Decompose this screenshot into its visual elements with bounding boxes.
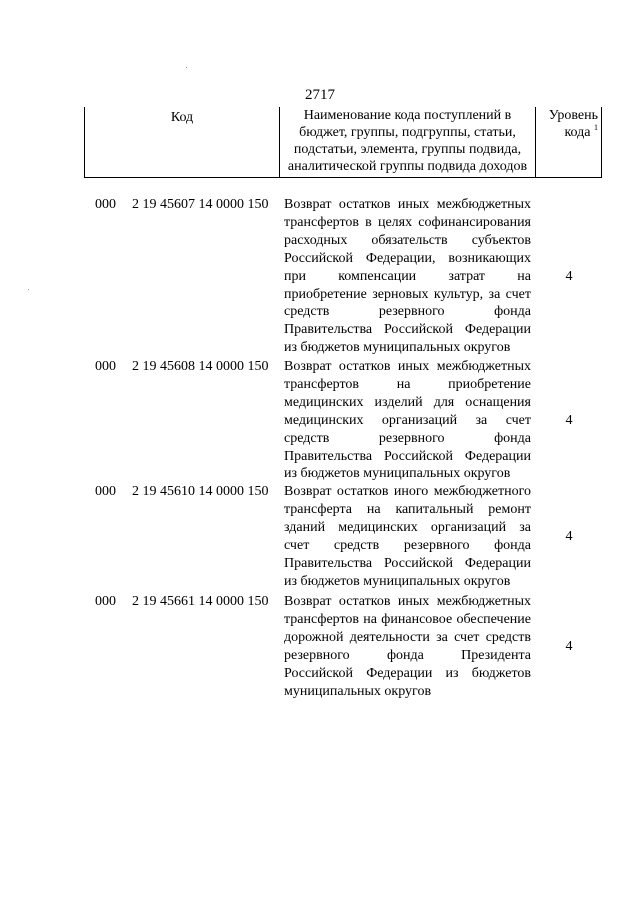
code-level: 4 [565,639,573,654]
budget-code: 2 19 45607 14 0000 150 [132,197,269,212]
description [284,358,531,483]
description-line: при компенсации затрат на [284,268,531,284]
description-line: медицинских организаций за счет [284,412,531,428]
header-name-line: бюджет, группы, подгруппы, статьи, [299,125,516,140]
description-line: зданий медицинских организаций за [284,519,531,535]
header-level-kod: кода [564,125,591,140]
description-line: Возврат остатков иного межбюджетного [284,484,531,499]
header-level-line: Уровень [548,108,598,123]
code-level: 4 [565,529,573,544]
description-line: средств резервного фонда [284,304,531,320]
description-line: трансфертов на приобретение [284,376,531,392]
description-line: Правительства Российской Федерации [284,322,531,338]
description-line: трансфертов на финансовое обеспечение [284,611,531,627]
footnote-marker: 1 [594,123,598,132]
description-line: Правительства Российской Федерации [284,448,531,464]
description-line: расходных обязательств субъектов [284,232,531,248]
code-prefix: 000 [95,197,116,212]
code-level: 4 [565,413,573,428]
description-line: из бюджетов муниципальных округов [284,573,511,589]
description-line: средств резервного фонда [284,430,531,446]
description-line: счет средств резервного фонда [284,537,531,553]
budget-code: 2 19 45661 14 0000 150 [132,594,269,609]
header-name-line: подстатьи, элемента, группы подвида, [293,142,522,157]
description [284,593,531,700]
budget-code: 2 19 45610 14 0000 150 [132,484,269,499]
description-line: Возврат остатков иных межбюджетных [284,197,531,212]
code-prefix: 000 [95,594,116,609]
scan-dot [186,67,187,68]
description-line: из бюджетов муниципальных округов [284,340,511,356]
description-line: Правительства Российской Федерации [284,555,531,571]
page-number: 2717 [305,87,335,103]
header-level [536,107,602,178]
header-name-line: Наименование кода поступлений в [303,108,512,123]
description-line: муниципальных округов [284,683,432,699]
description-line: резервного фонда Президента [284,647,531,663]
description-line: трансфертов в целях софинансирования [284,214,531,230]
description-line: дорожной деятельности за счет средств [284,629,531,645]
description-line: Возврат остатков иных межбюджетных [284,594,531,609]
header-name-line: аналитической группы подвида доходов [287,159,528,174]
description-line: из бюджетов муниципальных округов [284,466,511,482]
description [284,196,531,357]
header-level-line2 [536,124,598,141]
code-prefix: 000 [95,484,116,499]
description [284,483,531,590]
code-prefix: 000 [95,359,116,374]
description-line: Возврат остатков иных межбюджетных [284,359,531,374]
header-code: Код [85,107,280,178]
table-header [84,107,602,178]
description-line: медицинских изделий для оснащения [284,394,531,410]
description-line: Российской Федерации, возникающих [284,250,531,266]
description-line: Российской Федерации из бюджетов [284,665,531,681]
scan-dot [28,289,29,290]
description-line: трансферта на капитальный ремонт [284,501,531,517]
header-name [280,107,536,178]
budget-code: 2 19 45608 14 0000 150 [132,359,269,374]
description-line: приобретение зерновых культур, за счет [284,286,531,302]
code-level: 4 [565,269,573,284]
